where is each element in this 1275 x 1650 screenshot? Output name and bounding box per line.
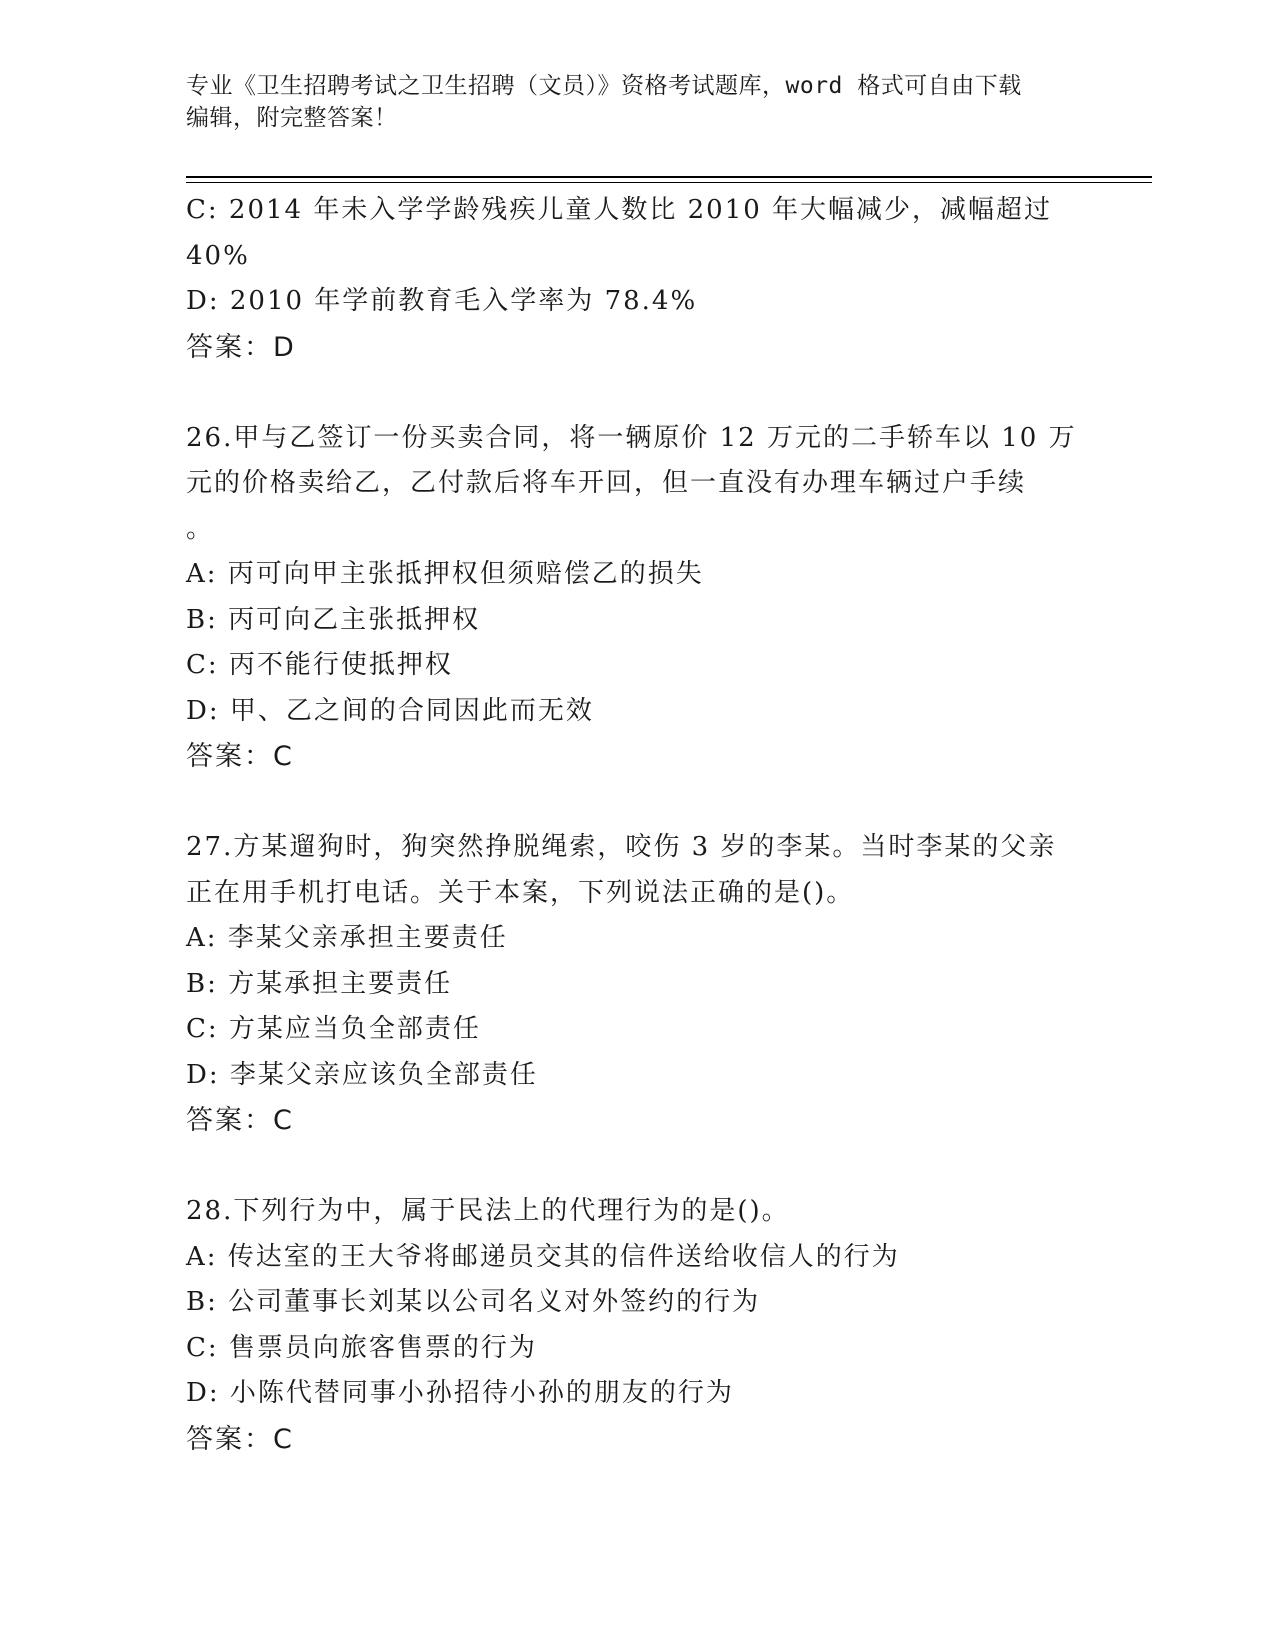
q27-option-c: C: 方某应当负全部责任 [186,1014,481,1044]
q26-option-c: C: 丙不能行使抵押权 [186,650,453,680]
header-divider-thin [186,182,1152,183]
q25-answer: 答案：D [186,331,296,363]
q26-stem-line-2: 元的价格卖给乙，乙付款后将车开回，但一直没有办理车辆过户手续 [186,468,1027,498]
q27-answer: 答案：C [186,1105,294,1136]
page-header [186,70,1066,134]
header-divider-thick [186,176,1152,178]
q26-option-a: A: 丙可向甲主张抵押权但须赔偿乙的损失 [186,559,704,589]
q25-option-c-line-1: C: 2014 年未入学学龄残疾儿童人数比 2010 年大幅减少，减幅超过 [186,195,1053,225]
q27-stem-line-2: 正在用手机打电话。关于本案，下列说法正确的是()。 [186,877,855,908]
q28-option-a: A: 传达室的王大爷将邮递员交其的信件送给收信人的行为 [186,1241,900,1272]
q27-option-d: D: 李某父亲应该负全部责任 [186,1059,538,1090]
document-body [186,188,1077,1462]
q28-answer: 答案：C [186,1423,294,1455]
q26-option-b: B: 丙可向乙主张抵押权 [186,604,481,635]
q26-stem-line-3: 。 [186,513,215,544]
header-line-2: 编辑，附完整答案！ [186,105,398,131]
spacer [186,780,1066,826]
q25-option-d: D: 2010 年学前教育毛入学率为 78.4% [186,286,698,316]
question-26 [186,416,1077,780]
q26-option-d: D: 甲、乙之间的合同因此而无效 [186,695,594,726]
question-27 [186,825,1066,1144]
spacer [186,370,1066,416]
q28-stem-line-1: 28.下列行为中，属于民法上的代理行为的是()。 [186,1196,790,1226]
q28-option-b: B: 公司董事长刘某以公司名义对外签约的行为 [186,1287,761,1317]
q25-option-c-line-2: 40% [186,240,250,271]
q26-stem-line-1: 26.甲与乙签订一份买卖合同，将一辆原价 12 万元的二手轿车以 10 万 [186,422,1077,453]
q27-stem-line-1: 27.方某遛狗时，狗突然挣脱绳索，咬伤 3 岁的李某。当时李某的父亲 [186,832,1057,862]
q28-option-c: C: 售票员向旅客售票的行为 [186,1332,537,1363]
q27-option-b: B: 方某承担主要责任 [186,968,453,999]
q27-option-a: A: 李某父亲承担主要责任 [186,923,508,953]
spacer [186,1144,1066,1190]
q28-option-d: D: 小陈代替同事小孙招待小孙的朋友的行为 [186,1378,734,1408]
header-line-1: 专业《卫生招聘考试之卫生招聘（文员）》资格考试题库，word 格式可自由下载 [186,73,1022,99]
q26-answer: 答案：C [186,741,294,772]
question-28 [186,1189,1066,1462]
question-25-continued [186,188,1066,370]
